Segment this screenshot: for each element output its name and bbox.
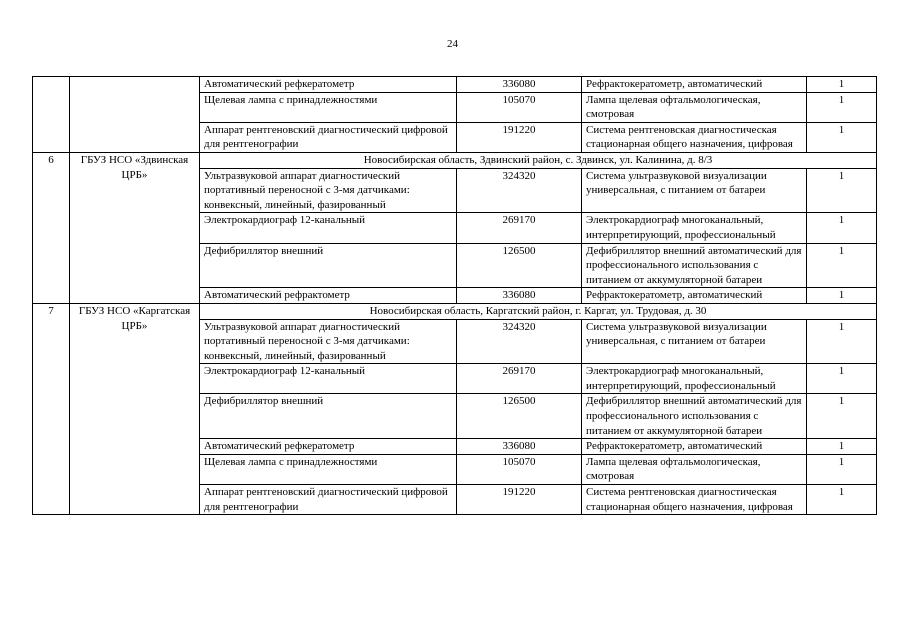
quantity: 1 (807, 243, 877, 288)
quantity: 1 (807, 288, 877, 304)
nkmi-code: 191220 (457, 485, 582, 515)
quantity: 1 (807, 364, 877, 394)
number-cell (33, 77, 70, 153)
quantity: 1 (807, 439, 877, 455)
organization-name: ГБУЗ НСО «Каргатская ЦРБ» (70, 303, 200, 514)
organization-header-row (33, 152, 877, 168)
organization-cell (70, 77, 200, 153)
quantity: 1 (807, 454, 877, 484)
equipment-table (32, 76, 877, 515)
equipment-type: Лампа щелевая офтальмологическая, смотровая (582, 454, 807, 484)
nkmi-code: 126500 (457, 243, 582, 288)
nkmi-code: 191220 (457, 122, 582, 152)
nkmi-code: 105070 (457, 454, 582, 484)
organization-name: ГБУЗ НСО «Здвинская ЦРБ» (70, 152, 200, 303)
page-number: 24 (447, 38, 458, 50)
nkmi-code: 324320 (457, 319, 582, 364)
row-number: 6 (33, 152, 70, 303)
equipment-name: Ультразвуковой аппарат диагностический портативный переносной с 3-мя датчиками: конвексный, линейный, фазированный (200, 319, 457, 364)
equipment-type: Электрокардиограф многоканальный, интерпретирующий, профессиональный (582, 213, 807, 243)
equipment-name: Электрокардиограф 12-канальный (200, 213, 457, 243)
equipment-type: Рефрактокератометр, автоматический (582, 288, 807, 304)
quantity: 1 (807, 319, 877, 364)
equipment-type: Рефрактокератометр, автоматический (582, 439, 807, 455)
equipment-name: Аппарат рентгеновский диагностический цифровой для рентгенографии (200, 485, 457, 515)
quantity: 1 (807, 394, 877, 439)
equipment-type: Лампа щелевая офтальмологическая, смотровая (582, 92, 807, 122)
equipment-type: Система ультразвуковой визуализации универсальная, с питанием от батареи (582, 319, 807, 364)
nkmi-code: 336080 (457, 288, 582, 304)
quantity: 1 (807, 122, 877, 152)
table-row (33, 77, 877, 93)
nkmi-code: 105070 (457, 92, 582, 122)
nkmi-code: 269170 (457, 364, 582, 394)
quantity: 1 (807, 92, 877, 122)
equipment-type: Система ультразвуковой визуализации универсальная, с питанием от батареи (582, 168, 807, 213)
equipment-name: Автоматический рефкератометр (200, 77, 457, 93)
nkmi-code: 126500 (457, 394, 582, 439)
equipment-name: Щелевая лампа с принадлежностями (200, 454, 457, 484)
nkmi-code: 336080 (457, 439, 582, 455)
equipment-name: Аппарат рентгеновский диагностический цифровой для рентгенографии (200, 122, 457, 152)
equipment-type: Система рентгеновская диагностическая стационарная общего назначения, цифровая (582, 485, 807, 515)
equipment-name: Дефибриллятор внешний (200, 243, 457, 288)
nkmi-code: 269170 (457, 213, 582, 243)
equipment-name: Автоматический рефрактометр (200, 288, 457, 304)
equipment-name: Щелевая лампа с принадлежностями (200, 92, 457, 122)
organization-address: Новосибирская область, Каргатский район, г. Каргат, ул. Трудовая, д. 30 (200, 303, 877, 319)
quantity: 1 (807, 213, 877, 243)
equipment-type: Система рентгеновская диагностическая стационарная общего назначения, цифровая (582, 122, 807, 152)
equipment-type: Дефибриллятор внешний автоматический для профессионального использования с питанием от аккумуляторной батареи (582, 394, 807, 439)
nkmi-code: 324320 (457, 168, 582, 213)
equipment-type: Рефрактокератометр, автоматический (582, 77, 807, 93)
row-number: 7 (33, 303, 70, 514)
equipment-name: Автоматический рефкератометр (200, 439, 457, 455)
nkmi-code: 336080 (457, 77, 582, 93)
equipment-name: Дефибриллятор внешний (200, 394, 457, 439)
quantity: 1 (807, 485, 877, 515)
quantity: 1 (807, 77, 877, 93)
organization-header-row (33, 303, 877, 319)
equipment-type: Дефибриллятор внешний автоматический для профессионального использования с питанием от аккумуляторной батареи (582, 243, 807, 288)
equipment-name: Ультразвуковой аппарат диагностический портативный переносной с 3-мя датчиками: конвексный, линейный, фазированный (200, 168, 457, 213)
organization-address: Новосибирская область, Здвинский район, с. Здвинск, ул. Калинина, д. 8/3 (200, 152, 877, 168)
equipment-name: Электрокардиограф 12-канальный (200, 364, 457, 394)
equipment-type: Электрокардиограф многоканальный, интерпретирующий, профессиональный (582, 364, 807, 394)
quantity: 1 (807, 168, 877, 213)
